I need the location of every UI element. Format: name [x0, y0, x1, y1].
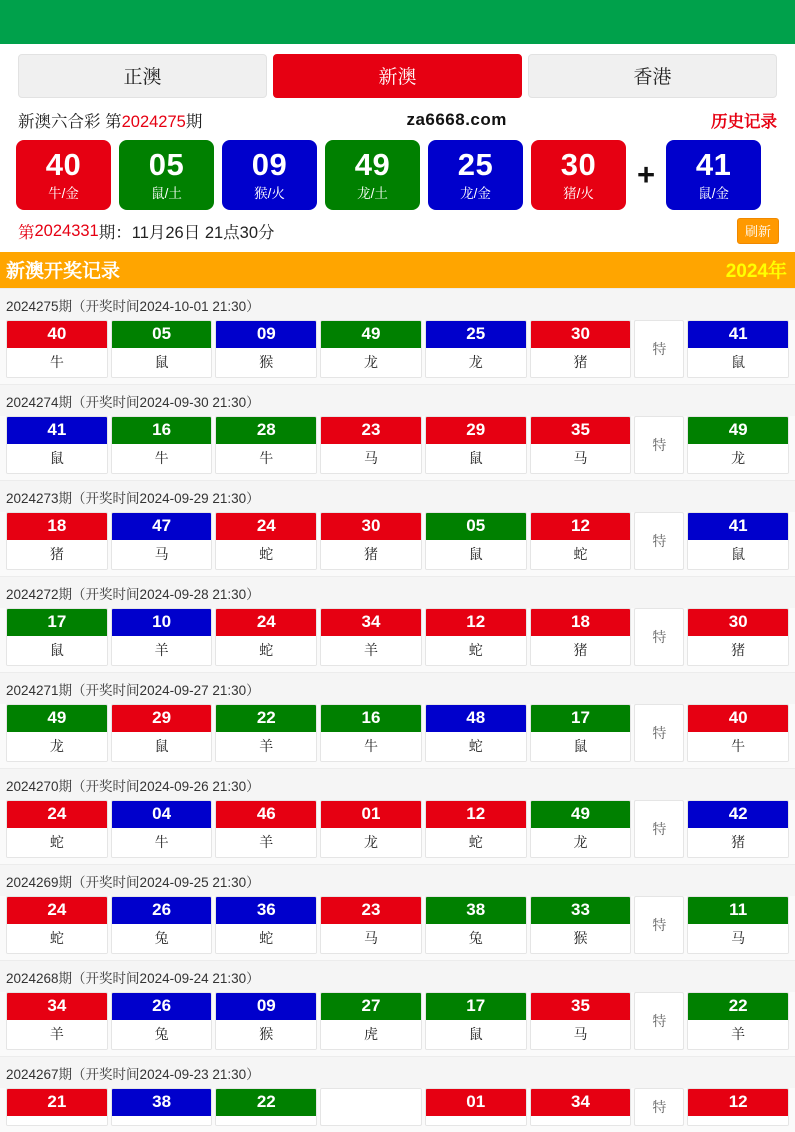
record-ball-zodiac: 龙 [531, 828, 631, 857]
record-ball-number: 16 [321, 705, 421, 732]
record-ball-number: 25 [426, 321, 526, 348]
draw-ball-6 [531, 140, 626, 210]
record-ball-number: 34 [531, 1089, 631, 1116]
special-ball-number: 41 [695, 147, 732, 183]
site-domain: za6668.com [406, 110, 507, 129]
record-ball [425, 512, 527, 570]
record-ball-zodiac: 猪 [7, 540, 107, 569]
record-ball-number: 49 [7, 705, 107, 732]
record-ball [425, 608, 527, 666]
record-ball-zodiac: 羊 [216, 732, 316, 761]
record-ball-zodiac: 鼠 [531, 732, 631, 761]
record-ball-number: 24 [216, 609, 316, 636]
record-ball-zodiac: 蛇 [7, 828, 107, 857]
record-ball-number: 18 [531, 609, 631, 636]
current-issue-prefix: 新澳六合彩 第 [18, 113, 122, 131]
record-ball-number: 30 [531, 321, 631, 348]
plus-sign: + [637, 157, 656, 192]
record-ball-zodiac: 羊 [112, 636, 212, 665]
record-ball-number: 33 [531, 897, 631, 924]
record-ball [6, 416, 108, 474]
record-ball-zodiac: 牛 [321, 732, 421, 761]
record-header: 2024274期（开奖时间2024-09-30 21:30） [0, 384, 795, 416]
record-ball-zodiac: 虎 [321, 1020, 421, 1049]
record-ball-number: 28 [216, 417, 316, 444]
records-list [0, 288, 795, 1132]
next-draw-prefix: 第 [18, 224, 35, 242]
latest-draw-balls [0, 136, 795, 216]
record-ball-number: 01 [321, 801, 421, 828]
record-special-number: 42 [688, 801, 788, 828]
record-ball [215, 1088, 317, 1126]
record-ball [111, 896, 213, 954]
record-ball [530, 992, 632, 1050]
records-section-title: 新澳开奖记录 [6, 261, 121, 282]
table-row [0, 608, 795, 672]
record-ball [530, 416, 632, 474]
current-issue-number: 2024275 [121, 113, 186, 131]
record-ball-number: 29 [426, 417, 526, 444]
record-ball-zodiac: 蛇 [426, 636, 526, 665]
draw-ball-6-zodiac: 猪/火 [563, 186, 594, 202]
record-ball-zodiac: 兔 [112, 1020, 212, 1049]
special-label: 特 [634, 608, 684, 666]
draw-ball-1-number: 40 [45, 147, 82, 183]
table-row [0, 512, 795, 576]
record-ball [6, 704, 108, 762]
draw-ball-5 [428, 140, 523, 210]
record-ball-zodiac: 蛇 [531, 540, 631, 569]
record-special-number: 12 [688, 1089, 788, 1116]
record-ball-zodiac: 猪 [531, 636, 631, 665]
record-special-ball [687, 512, 789, 570]
record-ball-zodiac: 马 [321, 444, 421, 473]
record-special-ball [687, 896, 789, 954]
record-ball-zodiac: 鼠 [112, 732, 212, 761]
record-ball-number: 12 [426, 801, 526, 828]
record-ball [320, 512, 422, 570]
tab-xianggang[interactable]: 香港 [528, 54, 777, 98]
record-special-number: 11 [688, 897, 788, 924]
record-ball-number: 10 [112, 609, 212, 636]
record-ball-zodiac: 牛 [216, 444, 316, 473]
record-ball-zodiac: 猪 [321, 540, 421, 569]
record-ball-zodiac: 蛇 [216, 924, 316, 953]
record-ball [320, 416, 422, 474]
next-draw-line [0, 216, 795, 252]
record-ball-number: 34 [321, 609, 421, 636]
record-ball-number: 49 [531, 801, 631, 828]
record-ball [320, 608, 422, 666]
record-ball-zodiac: 蛇 [216, 636, 316, 665]
record-ball-zodiac [216, 1116, 316, 1125]
record-ball-number: 30 [321, 513, 421, 540]
special-label: 特 [634, 416, 684, 474]
draw-ball-4 [325, 140, 420, 210]
record-header: 2024267期（开奖时间2024-09-23 21:30） [0, 1056, 795, 1088]
record-header: 2024270期（开奖时间2024-09-26 21:30） [0, 768, 795, 800]
record-special-ball [687, 608, 789, 666]
record-ball-zodiac: 蛇 [216, 540, 316, 569]
record-ball-zodiac: 鼠 [426, 1020, 526, 1049]
record-special-zodiac: 鼠 [688, 348, 788, 377]
record-ball-zodiac: 牛 [112, 828, 212, 857]
special-ball [666, 140, 761, 210]
record-ball-zodiac: 牛 [7, 348, 107, 377]
record-header: 2024271期（开奖时间2024-09-27 21:30） [0, 672, 795, 704]
draw-ball-2 [119, 140, 214, 210]
record-ball-zodiac [7, 1116, 107, 1125]
tab-xinao[interactable]: 新澳 [273, 54, 522, 98]
record-special-zodiac: 猪 [688, 828, 788, 857]
current-issue-suffix: 期 [185, 113, 203, 131]
record-ball-zodiac: 龙 [321, 828, 421, 857]
record-ball-zodiac: 猪 [531, 348, 631, 377]
record-ball-number: 36 [216, 897, 316, 924]
record-ball-zodiac: 马 [321, 924, 421, 953]
record-ball-number: 38 [112, 1089, 212, 1116]
record-special-ball [687, 1088, 789, 1126]
record-special-number: 41 [688, 513, 788, 540]
record-ball-number: 22 [216, 1089, 316, 1116]
record-header: 2024269期（开奖时间2024-09-25 21:30） [0, 864, 795, 896]
record-ball [215, 992, 317, 1050]
table-row [0, 992, 795, 1056]
record-ball [215, 320, 317, 378]
draw-ball-5-number: 25 [457, 147, 494, 183]
record-ball [530, 800, 632, 858]
draw-ball-3-number: 09 [251, 147, 288, 183]
record-ball-zodiac: 猴 [216, 1020, 316, 1049]
record-ball-number: 17 [531, 705, 631, 732]
record-ball-zodiac: 马 [531, 444, 631, 473]
record-ball-number: 48 [426, 705, 526, 732]
record-ball [320, 800, 422, 858]
record-ball-zodiac: 牛 [112, 444, 212, 473]
record-ball [6, 896, 108, 954]
record-ball [111, 704, 213, 762]
record-ball-number: 24 [7, 897, 107, 924]
record-special-zodiac [688, 1116, 788, 1125]
record-ball-number: 27 [321, 993, 421, 1020]
current-issue-text [18, 108, 202, 132]
record-ball-number: 29 [112, 705, 212, 732]
record-ball-number: 40 [7, 321, 107, 348]
special-label: 特 [634, 992, 684, 1050]
record-ball-zodiac: 蛇 [426, 732, 526, 761]
next-draw-time: 期：11月26日 21点30分 [98, 224, 275, 242]
record-ball-zodiac: 鼠 [7, 444, 107, 473]
record-ball-number: 24 [216, 513, 316, 540]
record-ball [530, 1088, 632, 1126]
record-ball [6, 608, 108, 666]
record-special-zodiac: 鼠 [688, 540, 788, 569]
draw-ball-3-zodiac: 猴/火 [254, 186, 285, 202]
record-ball-number: 26 [112, 993, 212, 1020]
special-label: 特 [634, 896, 684, 954]
draw-ball-4-zodiac: 龙/土 [357, 186, 388, 202]
record-ball [215, 416, 317, 474]
record-ball-zodiac: 马 [112, 540, 212, 569]
record-ball [215, 608, 317, 666]
record-ball [530, 608, 632, 666]
refresh-button[interactable]: 刷新 [737, 218, 779, 244]
table-row [0, 320, 795, 384]
draw-ball-1-zodiac: 牛/金 [48, 186, 79, 202]
record-ball-zodiac: 猴 [531, 924, 631, 953]
record-ball-zodiac: 羊 [7, 1020, 107, 1049]
special-label: 特 [634, 320, 684, 378]
record-header: 2024273期（开奖时间2024-09-29 21:30） [0, 480, 795, 512]
record-ball [215, 800, 317, 858]
record-ball-zodiac [531, 1116, 631, 1125]
record-special-ball [687, 320, 789, 378]
history-link[interactable]: 历史记录 [711, 113, 777, 131]
record-ball-number: 17 [7, 609, 107, 636]
record-header: 2024275期（开奖时间2024-10-01 21:30） [0, 288, 795, 320]
record-ball [111, 992, 213, 1050]
record-ball [320, 320, 422, 378]
record-ball-number: 04 [112, 801, 212, 828]
record-ball-number: 49 [321, 321, 421, 348]
table-row [0, 1088, 795, 1132]
record-ball-zodiac: 蛇 [426, 828, 526, 857]
record-ball [215, 704, 317, 762]
record-ball-number: 05 [426, 513, 526, 540]
draw-ball-4-number: 49 [354, 147, 391, 183]
record-ball [530, 896, 632, 954]
special-ball-zodiac: 鼠/金 [698, 186, 729, 202]
record-ball-zodiac: 鼠 [7, 636, 107, 665]
record-ball [425, 320, 527, 378]
table-row [0, 704, 795, 768]
record-ball-zodiac [321, 1096, 421, 1105]
record-ball [320, 896, 422, 954]
record-special-number: 49 [688, 417, 788, 444]
record-special-zodiac: 猪 [688, 636, 788, 665]
record-ball-number: 16 [112, 417, 212, 444]
record-ball [6, 512, 108, 570]
draw-ball-6-number: 30 [560, 147, 597, 183]
record-ball-number: 24 [7, 801, 107, 828]
record-special-ball [687, 800, 789, 858]
record-special-number: 40 [688, 705, 788, 732]
special-label: 特 [634, 512, 684, 570]
record-ball [530, 320, 632, 378]
special-label: 特 [634, 800, 684, 858]
record-special-zodiac: 龙 [688, 444, 788, 473]
record-ball-zodiac: 鼠 [426, 444, 526, 473]
record-ball [111, 608, 213, 666]
draw-ball-1 [16, 140, 111, 210]
record-ball [6, 320, 108, 378]
record-ball-number: 23 [321, 897, 421, 924]
record-ball [111, 320, 213, 378]
tab-zhengao[interactable]: 正澳 [18, 54, 267, 98]
record-ball [320, 704, 422, 762]
record-ball [215, 896, 317, 954]
record-ball-number: 12 [531, 513, 631, 540]
record-header: 2024268期（开奖时间2024-09-24 21:30） [0, 960, 795, 992]
record-ball-number: 35 [531, 417, 631, 444]
record-ball [111, 1088, 213, 1126]
record-ball [6, 1088, 108, 1126]
record-ball [530, 704, 632, 762]
record-ball-number: 23 [321, 417, 421, 444]
record-ball-number: 22 [216, 705, 316, 732]
record-ball-zodiac: 兔 [426, 924, 526, 953]
record-special-zodiac: 羊 [688, 1020, 788, 1049]
lottery-tabs [0, 44, 795, 106]
record-ball-number: 41 [7, 417, 107, 444]
record-ball-zodiac: 羊 [216, 828, 316, 857]
record-ball-zodiac: 龙 [426, 348, 526, 377]
record-ball-number: 21 [7, 1089, 107, 1116]
record-ball-zodiac: 龙 [7, 732, 107, 761]
top-green-bar [0, 0, 795, 44]
record-ball-number: 09 [216, 321, 316, 348]
draw-ball-2-zodiac: 鼠/土 [151, 186, 182, 202]
record-ball-number [321, 1089, 421, 1096]
special-label: 特 [634, 704, 684, 762]
record-ball-zodiac [426, 1116, 526, 1125]
record-ball [111, 512, 213, 570]
record-ball-number: 05 [112, 321, 212, 348]
record-ball [425, 896, 527, 954]
records-section-year: 2024年 [725, 261, 787, 282]
record-ball-number: 01 [426, 1089, 526, 1116]
record-ball [530, 512, 632, 570]
record-ball [425, 992, 527, 1050]
record-special-number: 41 [688, 321, 788, 348]
record-special-ball [687, 992, 789, 1050]
record-special-number: 30 [688, 609, 788, 636]
record-ball [6, 992, 108, 1050]
record-ball-zodiac: 马 [531, 1020, 631, 1049]
record-ball-zodiac: 羊 [321, 636, 421, 665]
record-ball [425, 800, 527, 858]
record-ball-number: 47 [112, 513, 212, 540]
table-row [0, 800, 795, 864]
record-ball-zodiac: 猴 [216, 348, 316, 377]
record-header: 2024272期（开奖时间2024-09-28 21:30） [0, 576, 795, 608]
record-special-zodiac: 马 [688, 924, 788, 953]
record-ball-number: 35 [531, 993, 631, 1020]
record-ball-number: 26 [112, 897, 212, 924]
record-ball-zodiac: 鼠 [426, 540, 526, 569]
table-row [0, 896, 795, 960]
record-ball [425, 704, 527, 762]
special-label: 特 [634, 1088, 684, 1126]
record-ball-number: 18 [7, 513, 107, 540]
record-ball-zodiac: 兔 [112, 924, 212, 953]
record-ball [111, 800, 213, 858]
record-ball-zodiac: 鼠 [112, 348, 212, 377]
record-ball-number: 34 [7, 993, 107, 1020]
record-ball-number: 38 [426, 897, 526, 924]
record-ball [320, 1088, 422, 1126]
record-ball [425, 416, 527, 474]
record-ball-zodiac [112, 1116, 212, 1125]
record-ball [425, 1088, 527, 1126]
record-special-zodiac: 牛 [688, 732, 788, 761]
record-ball [320, 992, 422, 1050]
record-ball [6, 800, 108, 858]
draw-ball-3 [222, 140, 317, 210]
record-ball-number: 12 [426, 609, 526, 636]
record-ball [111, 416, 213, 474]
record-special-number: 22 [688, 993, 788, 1020]
record-ball-number: 09 [216, 993, 316, 1020]
record-ball-zodiac: 龙 [321, 348, 421, 377]
table-row [0, 416, 795, 480]
current-issue-line [0, 106, 795, 136]
record-ball-number: 46 [216, 801, 316, 828]
record-special-ball [687, 416, 789, 474]
draw-ball-5-zodiac: 龙/金 [460, 186, 491, 202]
record-ball [215, 512, 317, 570]
record-special-ball [687, 704, 789, 762]
next-draw-issue: 2024331 [34, 221, 99, 240]
draw-ball-2-number: 05 [148, 147, 185, 183]
records-section-header [0, 252, 795, 288]
record-ball-number: 17 [426, 993, 526, 1020]
record-ball-zodiac: 蛇 [7, 924, 107, 953]
